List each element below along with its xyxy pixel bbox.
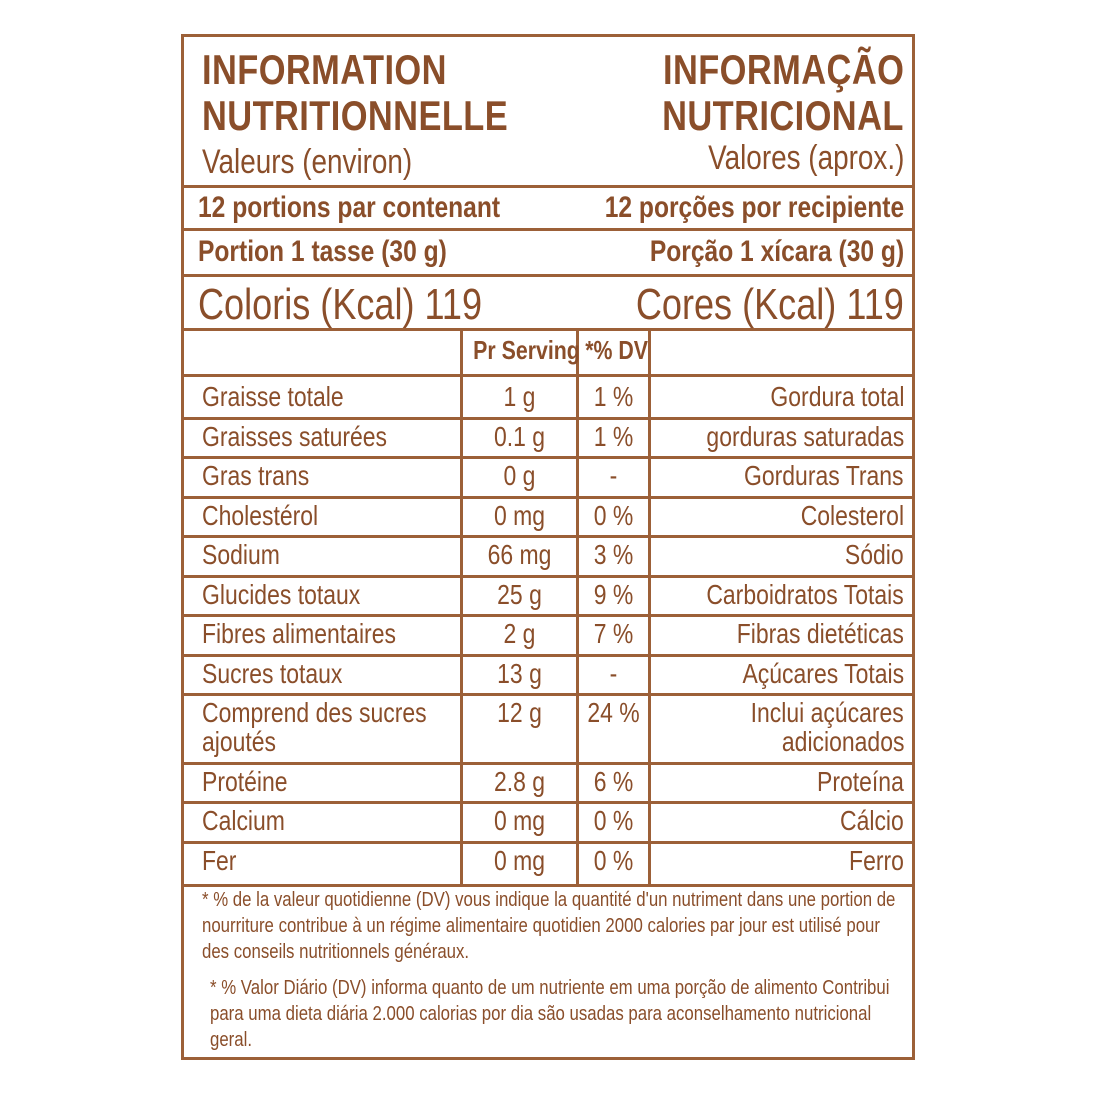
pt-subtitle: Valores (aprox.) — [707, 139, 904, 177]
column-header-dv: *% DV — [585, 335, 649, 365]
row-divider — [184, 456, 912, 459]
nutrient-name-pt: Inclui açúcares — [750, 697, 904, 728]
nutrient-dv: 3 % — [593, 539, 634, 570]
nutrient-name-fr: Sodium — [202, 539, 280, 570]
nutrient-name-pt: Fibras dietéticas — [736, 618, 904, 649]
nutrient-name-fr: Gras trans — [202, 460, 310, 491]
row-divider — [184, 762, 912, 765]
nutrient-dv: 0 % — [593, 500, 634, 531]
nutrient-name-fr: Fibres alimentaires — [202, 618, 396, 649]
nutrient-dv: 7 % — [593, 618, 634, 649]
nutrient-amount: 0.1 g — [493, 421, 546, 452]
nutrient-name-fr-line2: ajoutés — [202, 726, 277, 757]
nutrient-name-pt: Gorduras Trans — [744, 460, 904, 491]
pt-serving-size: Porção 1 xícara (30 g) — [649, 235, 904, 268]
pt-servings-per-container: 12 porções por recipiente — [604, 191, 904, 224]
nutrient-name-fr: Glucides totaux — [202, 579, 361, 610]
nutrient-dv: 24 % — [587, 697, 640, 728]
nutrient-amount: 0 g — [503, 460, 536, 491]
nutrient-amount: 66 mg — [487, 539, 552, 570]
nutrient-name-pt-line2: adicionados — [781, 726, 904, 757]
fr-serving-size: Portion 1 tasse (30 g) — [198, 235, 447, 268]
row-divider — [184, 535, 912, 538]
nutrient-name-pt: gorduras saturadas — [706, 421, 904, 452]
nutrition-label — [181, 34, 915, 1060]
nutrient-amount: 1 g — [503, 381, 536, 412]
fr-subtitle: Valeurs (environ) — [202, 143, 413, 181]
nutrient-name-pt: Sódio — [845, 539, 904, 570]
row-divider — [184, 801, 912, 804]
nutrient-name-fr: Fer — [202, 845, 237, 876]
nutrient-amount: 25 g — [497, 579, 542, 610]
divider — [184, 274, 912, 277]
nutrient-amount: 12 g — [497, 697, 542, 728]
nutrient-name-pt: Colesterol — [800, 500, 904, 531]
nutrient-name-fr: Cholestérol — [202, 500, 319, 531]
row-divider — [184, 614, 912, 617]
nutrient-dv: 0 % — [593, 805, 634, 836]
nutrient-dv: 0 % — [593, 845, 634, 876]
nutrient-dv: 6 % — [593, 766, 634, 797]
fr-title-line2: NUTRITIONNELLE — [202, 92, 509, 139]
pt-footnote: * % Valor Diário (DV) informa quanto de um nutriente em uma porção de alimento Contribui para uma dieta diária 2.000 calorias por dia são usadas para aconselhamento nutricional geral. — [210, 977, 890, 1051]
nutrient-name-fr: Sucres totaux — [202, 658, 343, 689]
nutrient-dv: 1 % — [593, 381, 634, 412]
pt-title-line2: NUTRICIONAL — [662, 92, 904, 139]
nutrient-name-pt: Carboidratos Totais — [706, 579, 904, 610]
divider — [184, 374, 912, 377]
nutrient-name-fr: Protéine — [202, 766, 288, 797]
fr-servings-per-container: 12 portions par contenant — [198, 191, 501, 224]
nutrient-name-fr: Graisse totale — [202, 381, 344, 412]
divider — [184, 228, 912, 231]
fr-footnote: * % de la valeur quotidienne (DV) vous indique la quantité d'un nutriment dans une portion de nourriture contribue à un régime alimentaire quotidien 2000 calories par jour est utilisé pour des conseils nutritionnels généraux. — [202, 889, 896, 963]
fr-title-line1: INFORMATION — [202, 46, 447, 93]
nutrient-amount: 2.8 g — [493, 766, 546, 797]
pt-calories: Cores (Kcal) 119 — [635, 280, 904, 329]
divider — [184, 328, 912, 331]
nutrient-amount: 0 mg — [493, 500, 546, 531]
nutrient-name-fr: Graisses saturées — [202, 421, 388, 452]
row-divider — [184, 654, 912, 657]
nutrient-name-pt: Proteína — [817, 766, 904, 797]
row-divider — [184, 841, 912, 844]
column-header-per-serving: Pr Serving — [473, 335, 580, 365]
nutrient-amount: 0 mg — [493, 805, 546, 836]
nutrient-amount: 2 g — [503, 618, 536, 649]
row-divider — [184, 575, 912, 578]
nutrient-dv: 1 % — [593, 421, 634, 452]
nutrient-dv: 9 % — [593, 579, 634, 610]
nutrient-dv: - — [609, 658, 618, 689]
nutrient-name-pt: Açúcares Totais — [742, 658, 904, 689]
nutrient-amount: 0 mg — [493, 845, 546, 876]
nutrient-name-fr: Calcium — [202, 805, 285, 836]
pt-title-line1: INFORMAÇÃO — [662, 46, 904, 93]
nutrient-amount: 13 g — [497, 658, 542, 689]
nutrient-name-pt: Cálcio — [840, 805, 904, 836]
nutrient-dv: - — [609, 460, 618, 491]
nutrient-name-fr: Comprend des sucres — [202, 697, 427, 728]
row-divider — [184, 417, 912, 420]
row-divider — [184, 496, 912, 499]
nutrient-name-pt: Ferro — [849, 845, 904, 876]
row-divider — [184, 693, 912, 696]
fr-calories: Coloris (Kcal) 119 — [198, 280, 483, 329]
divider — [184, 185, 912, 188]
nutrient-name-pt: Gordura total — [769, 381, 904, 412]
